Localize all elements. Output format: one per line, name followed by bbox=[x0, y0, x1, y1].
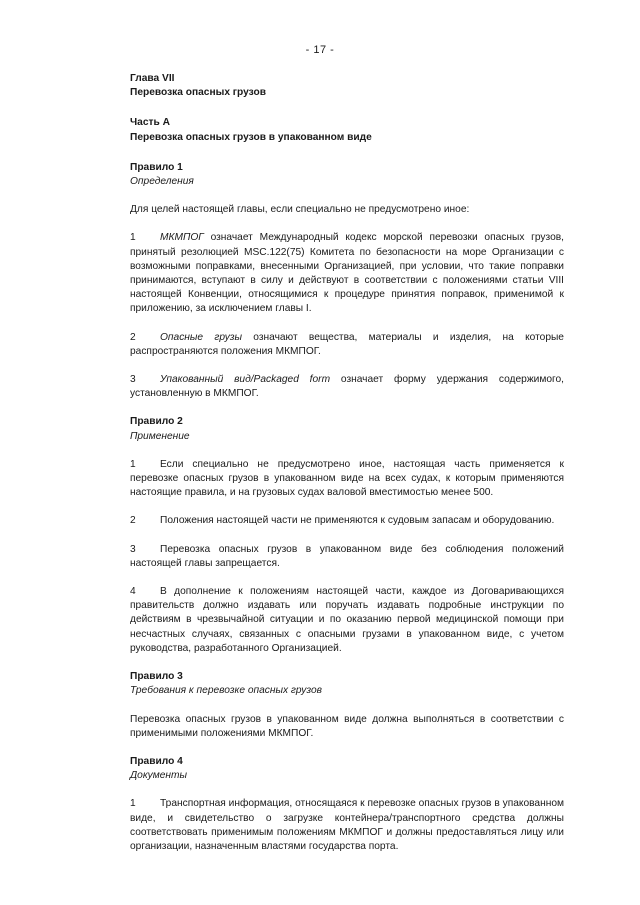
paragraph-text: означает форму удержания содержимого, установленную в МКМПОГ. bbox=[130, 374, 564, 400]
rule-title: Правило 1 bbox=[130, 161, 183, 173]
paragraph-number: 2 bbox=[130, 515, 136, 527]
rule-heading bbox=[130, 161, 564, 189]
paragraph-number: 1 bbox=[130, 458, 136, 470]
chapter-heading bbox=[130, 72, 564, 100]
paragraph-number: 1 bbox=[130, 232, 136, 244]
rule-1 bbox=[130, 161, 564, 402]
paragraph bbox=[130, 331, 564, 359]
rule-heading bbox=[130, 755, 564, 783]
rule-subtitle: Документы bbox=[130, 770, 187, 782]
paragraph-text: Перевозка опасных грузов в упакованном виде без соблюдения положений настоящей главы запрещается. bbox=[130, 543, 564, 569]
page-number: - 17 - bbox=[305, 44, 335, 56]
paragraph bbox=[130, 231, 564, 316]
paragraph-number: 4 bbox=[130, 586, 136, 598]
chapter-subtitle: Перевозка опасных грузов bbox=[130, 87, 266, 99]
rule-subtitle: Определения bbox=[130, 176, 194, 188]
paragraph-number: 3 bbox=[130, 374, 136, 386]
rule-heading bbox=[130, 670, 564, 698]
part-subtitle: Перевозка опасных грузов в упакованном виде bbox=[130, 131, 372, 143]
paragraph bbox=[130, 543, 564, 571]
paragraph bbox=[130, 514, 564, 528]
defined-term: МКМПОГ bbox=[160, 232, 204, 244]
rule-heading bbox=[130, 415, 564, 443]
paragraph-text: Положения настоящей части не применяются к судовым запасам и оборудованию. bbox=[160, 515, 555, 527]
rule-2 bbox=[130, 415, 564, 656]
paragraph-text: Если специально не предусмотрено иное, настоящая часть применяется к перевозке опасных грузов в упакованном виде на всех судах, к которым применяются настоящие правила, и на грузовых судах валовой вместимостью менее 500. bbox=[130, 458, 564, 499]
paragraph-text: означает Международный кодекс морской перевозки опасных грузов, принятый резолюцией MSC.122(75) Комитета по безопасности на море Организации с возможными поправками, внесенными Организацией, при условии, что такие поправки принимаются, вступают в силу и действуют в соответствии с положениями статьи VIII настоящей Конвенции, относящимися к процедуре принятия поправок, применимой к приложению, за исключением главы I. bbox=[130, 232, 564, 315]
defined-term: Упакованный вид/Packaged form bbox=[160, 374, 331, 386]
part-title: Часть А bbox=[130, 117, 170, 129]
paragraph-number: 1 bbox=[130, 798, 136, 810]
rule-intro: Перевозка опасных грузов в упакованном виде должна выполняться в соответствии с применимыми положениями МКМПОГ. bbox=[130, 713, 564, 739]
rule-intro: Для целей настоящей главы, если специально не предусмотрено иное: bbox=[130, 204, 470, 216]
chapter-title: Глава VII bbox=[130, 73, 175, 84]
rule-title: Правило 4 bbox=[130, 755, 183, 767]
defined-term: Опасные грузы bbox=[160, 331, 243, 343]
rule-subtitle: Применение bbox=[130, 430, 190, 442]
paragraph-text: В дополнение к положениям настоящей части, каждое из Договаривающихся правительств должно издавать или поручать издавать подробные инструкции по действиям в чрезвычайной ситуации и по оказанию первой медицинской помощи при несчастных случаях, связанных с опасными грузами в упакованном виде, с учетом руководства, разработанного Организацией. bbox=[130, 586, 564, 654]
paragraph-text: означают вещества, материалы и изделия, на которые распространяются положения МКМПОГ. bbox=[130, 331, 564, 357]
rule-3 bbox=[130, 670, 564, 741]
rule-4 bbox=[130, 755, 564, 854]
paragraph bbox=[130, 458, 564, 501]
paragraph-number: 3 bbox=[130, 543, 136, 555]
paragraph bbox=[130, 797, 564, 854]
paragraph bbox=[130, 373, 564, 401]
paragraph-number: 2 bbox=[130, 331, 136, 343]
paragraph-text: Транспортная информация, относящаяся к перевозке опасных грузов в упакованном виде, и свидетельство о загрузке контейнера/транспортного средства должны соответствовать применимым положениям МКМПОГ и должны предоставляться лицу или организации, назначенным властями государства порта. bbox=[130, 798, 564, 852]
part-heading bbox=[130, 116, 564, 144]
paragraph bbox=[130, 585, 564, 656]
rule-subtitle: Требования к перевозке опасных грузов bbox=[130, 685, 322, 697]
document-body bbox=[130, 72, 564, 868]
rule-title: Правило 2 bbox=[130, 416, 183, 428]
rule-title: Правило 3 bbox=[130, 671, 183, 683]
